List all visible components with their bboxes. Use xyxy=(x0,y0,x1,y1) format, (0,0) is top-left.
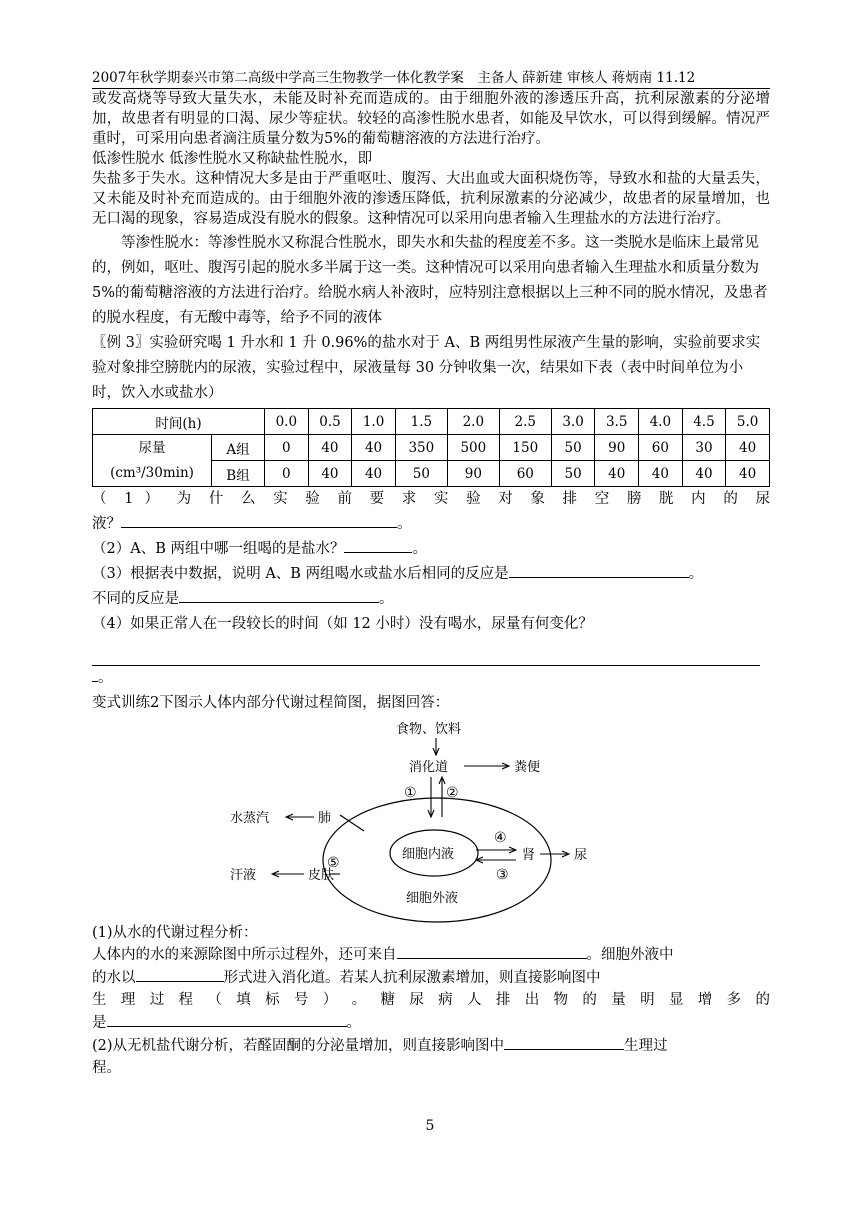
label-vapor: 水蒸汽 xyxy=(230,811,270,826)
diagram-svg xyxy=(224,717,644,923)
punctuation: 。 xyxy=(346,1015,361,1031)
water-metabolism-diagram xyxy=(92,717,770,923)
table-cell: 60 xyxy=(639,435,683,461)
table-cell: 0.5 xyxy=(308,409,352,435)
question-3-text: （3）根据表中数据，说明 A、B 两组喝水或盐水后相同的反应是 xyxy=(92,566,509,582)
label-feces: 粪便 xyxy=(514,760,541,775)
question-3b-text: 不同的反应是 xyxy=(92,591,179,607)
question-1-line1: （ 1 ） 为 什 么 实 验 前 要 求 实 验 对 象 排 空 膀 胱 内 的 尿 xyxy=(92,491,770,507)
question-3b xyxy=(92,587,770,612)
table-cell: 500 xyxy=(447,435,499,461)
section-1-text-a: 人体内的水的来源除图中所示过程外，还可来自 xyxy=(92,947,397,963)
group-label: A组 xyxy=(212,435,265,461)
table-cell: 50 xyxy=(551,461,595,487)
punctuation: 。 xyxy=(688,566,704,582)
question-1-text: 液？ xyxy=(92,516,121,532)
table-cell: 4.5 xyxy=(682,409,726,435)
table-cell: 1.5 xyxy=(395,409,447,435)
table-cell: 90 xyxy=(447,461,499,487)
table-cell: 3.5 xyxy=(595,409,639,435)
section-1-text-b: 的水以 xyxy=(92,970,136,986)
table-cell: 40 xyxy=(639,461,683,487)
answer-blank[interactable] xyxy=(397,943,587,959)
table-row xyxy=(93,409,770,435)
paragraph-hypotonic: 失盐多于失水。这种情况大多是由于严重呕吐、腹泻、大出血或大面积烧伤等，导致水和盐的大量丢失，又未能及时补充而造成的。由于细胞外液的渗透压降低，抗利尿激素的分泌减少，故患者的尿量增加，也无口渴的现象，容易造成没有脱水的假象。这种情况可以采用向患者输入生理盐水的方法进行治疗。 xyxy=(92,171,770,227)
line-lung xyxy=(340,815,364,831)
question-2-text: （2）A、B 两组中哪一组喝的是盐水？ xyxy=(92,541,345,557)
page-header: 2007年秋学期泰兴市第二高级中学高三生物教学一体化教学案 主备人 薛新建 审核人 蒋炳南 11.12 xyxy=(92,66,770,89)
section-1-text-a-end: 。细胞外液中 xyxy=(586,947,674,963)
table-cell: 5.0 xyxy=(726,409,770,435)
paragraph-isotonic: 等渗性脱水：等渗性脱水又称混合性脱水，即失水和失盐的程度差不多。这一类脱水是临床上最常见的，例如，呕吐、腹泻引起的脱水多半属于这一类。这种情况可以采用向患者输入生理盐水和质量分数为5%的葡萄糖溶液的方法进行治疗。给脱水病人补液时，应特别注意根据以上三种不同的脱水情况，及患者的脱水程度，有无酸中毒等，给予不同的液体 xyxy=(92,235,768,326)
label-sweat: 汗液 xyxy=(230,868,257,883)
answer-blank[interactable] xyxy=(504,1034,624,1050)
table-cell: 0.0 xyxy=(265,409,309,435)
answer-blank[interactable] xyxy=(121,512,397,528)
question-1-line2 xyxy=(92,512,770,537)
table-cell: 40 xyxy=(352,461,396,487)
table-cell: 40 xyxy=(682,461,726,487)
table-cell: 3.0 xyxy=(551,409,595,435)
table-cell: 40 xyxy=(726,461,770,487)
paragraph-hypertonic: 或发高烧等导致大量失水，未能及时补充而造成的。由于细胞外液的渗透压升高，抗利尿激素的分泌增加，故患者有明显的口渴、尿少等症状。较轻的高渗性脱水患者，如能及早饮水，可以得到缓解。情况严重时，可采用向患者滴注质量分数为5%的葡萄糖溶液的方法进行治疗。 xyxy=(92,91,770,147)
answer-blank[interactable] xyxy=(179,587,379,603)
table-cell: 40 xyxy=(308,461,352,487)
marker-5: ⑤ xyxy=(327,855,340,871)
section-1-title: (1)从水的代谢过程分析： xyxy=(92,925,258,941)
table-cell: 150 xyxy=(499,435,551,461)
table-cell: 0 xyxy=(265,461,309,487)
table-cell: 2.5 xyxy=(499,409,551,435)
paragraph-hypotonic-title: 低渗性脱水 低渗性脱水又称缺盐性脱水，即 xyxy=(92,151,373,167)
question-4-end xyxy=(92,666,770,691)
marker-3: ③ xyxy=(496,867,509,883)
table-cell: 60 xyxy=(499,461,551,487)
urine-table xyxy=(92,408,770,487)
table-cell: 2.0 xyxy=(447,409,499,435)
document-page xyxy=(92,66,770,1079)
marker-1: ① xyxy=(404,785,417,801)
answer-line[interactable] xyxy=(92,637,760,666)
table-cell: 40 xyxy=(595,461,639,487)
variant-title: 变式训练2下图示人体内部分代谢过程简图，据图回答： xyxy=(92,695,450,711)
table-cell: 40 xyxy=(308,435,352,461)
time-header: 时间(h) xyxy=(93,409,265,435)
section-1-text-b-end: 形式进入消化道。若某人抗利尿激素增加，则直接影响图中 xyxy=(223,970,601,986)
punctuation: 。 xyxy=(412,541,427,557)
table-cell: 90 xyxy=(595,435,639,461)
section-2-text-a-end: 生理过 xyxy=(624,1038,668,1054)
urine-label: 尿量 xyxy=(138,439,166,456)
label-lung: 肺 xyxy=(318,811,332,826)
answer-blank[interactable] xyxy=(344,537,412,553)
urine-header xyxy=(93,435,212,487)
question-3 xyxy=(92,562,770,587)
urine-unit: (cm³/30min) xyxy=(110,464,194,481)
label-kidney: 肾 xyxy=(522,848,536,863)
section-1-line-d xyxy=(92,1011,770,1034)
table-cell: 50 xyxy=(551,435,595,461)
section-1-line-a xyxy=(92,943,770,966)
answer-blank[interactable] xyxy=(136,966,224,982)
question-2 xyxy=(92,537,770,562)
marker-2: ② xyxy=(446,785,459,801)
table-cell: 4.0 xyxy=(639,409,683,435)
table-cell: 350 xyxy=(395,435,447,461)
label-urine: 尿 xyxy=(574,848,588,863)
table-cell: 1.0 xyxy=(352,409,396,435)
table-cell: 40 xyxy=(352,435,396,461)
answer-blank[interactable] xyxy=(107,1011,347,1027)
table-cell: 40 xyxy=(726,435,770,461)
group-label: B组 xyxy=(212,461,265,487)
section-2-line-a xyxy=(92,1034,770,1057)
table-row xyxy=(93,435,770,461)
section-2-line-b: 程。 xyxy=(92,1060,121,1076)
marker-4: ④ xyxy=(494,830,507,846)
table-cell: 50 xyxy=(395,461,447,487)
section-1-line-c: 生 理 过 程 （ 填 标 号 ） 。 糖 尿 病 人 排 出 物 的 量 明 显 增 多 的 xyxy=(92,992,770,1008)
question-4: （4）如果正常人在一段较长的时间（如 12 小时）没有喝水，尿量有何变化？ xyxy=(92,616,593,632)
table-cell: 0 xyxy=(265,435,309,461)
answer-blank[interactable] xyxy=(509,562,689,578)
section-2-text-a: (2)从无机盐代谢分析，若醛固酮的分泌量增加，则直接影响图中 xyxy=(92,1038,505,1054)
section-1-line-b xyxy=(92,966,770,989)
label-food: 食物、饮料 xyxy=(396,722,462,737)
section-1-text-d: 是 xyxy=(92,1015,107,1031)
punctuation: 。 xyxy=(98,670,113,686)
label-extracellular: 细胞外液 xyxy=(406,891,459,906)
page-number: 5 xyxy=(425,1118,435,1134)
label-intracellular: 细胞内液 xyxy=(402,847,455,862)
example-3-text: 〖例 3〗实验研究喝 1 升水和 1 升 0.96%的盐水对于 A、B 两组男性尿液产生量的影响，实验前要求实验对象排空膀胱内的尿液，实验过程中，尿液量每 30 分钟收集一次，结果如下表（表中时间单位为小时，饮入水或盐水） xyxy=(92,335,761,401)
punctuation: 。 xyxy=(379,591,394,607)
punctuation: 。 xyxy=(397,516,412,532)
label-digestive: 消化道 xyxy=(409,760,449,775)
table-cell: 30 xyxy=(682,435,726,461)
label-skin: 皮肤 xyxy=(308,868,335,883)
